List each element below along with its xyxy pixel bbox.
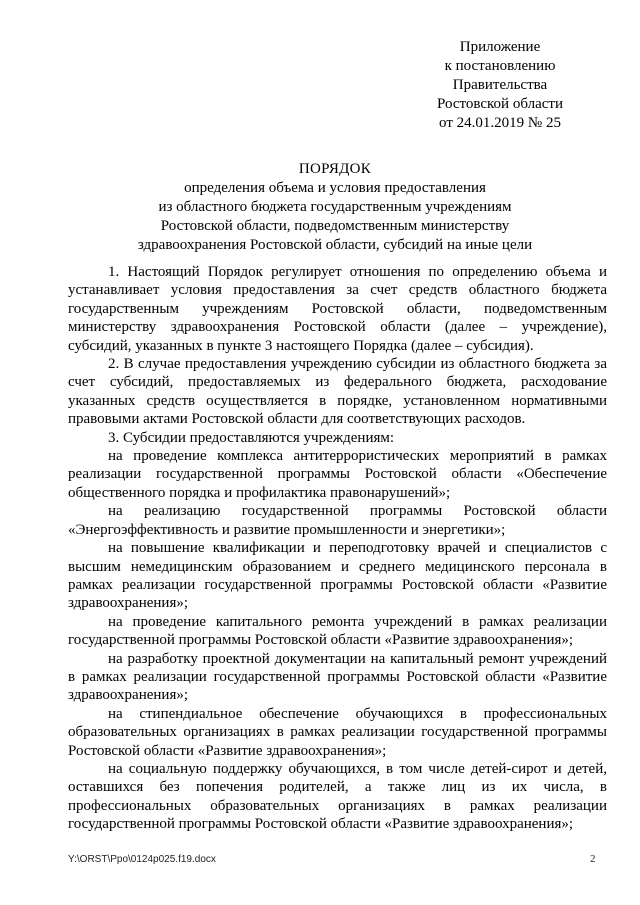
list-item-capital-repair: на проведение капитального ремонта учреждений в рамках реализации государственной программы Ростовской области «Развитие здравоохранения»; — [68, 613, 607, 649]
document-title — [40, 160, 630, 255]
paragraph-1: 1. Настоящий Порядок регулирует отношения по определению объема и устанавливает условия предоставления за счет средств областного бюджета государственным учреждениям Ростовской области, подведомственным министерству здравоохранения Ростовской области (далее – учреждение), субсидий, указанных в пункте 3 настоящего Порядка (далее – субсидия). — [68, 264, 607, 354]
list-item-social-support: на социальную поддержку обучающихся, в том числе детей-сирот и детей, оставшихся без попечения родителей, а также лиц из их числа, в профессиональных образовательных организациях в рамках реализации государственной программы Ростовской области «Развитие здравоохранения»; — [68, 760, 607, 833]
list-item-design-docs: на разработку проектной документации на капитальный ремонт учреждений в рамках реализации государственной программы Ростовской области «Развитие здравоохранения»; — [68, 650, 607, 704]
paragraph-3: 3. Субсидии предоставляются учреждениям: — [108, 429, 395, 446]
appendix-line: Правительства — [452, 77, 548, 93]
list-item-stipend: на стипендиальное обеспечение обучающихся в профессиональных образовательных организациях в рамках реализации государственной программы Ростовской области «Развитие здравоохранения»; — [68, 705, 607, 759]
paragraph-2: 2. В случае предоставления учреждению субсидии из областного бюджета за счет субсидий, предоставляемых из федерального бюджета, расходование указанных средств осуществляется в порядке, установленном нормативными правовыми актами Ростовской области для соответствующих расходов. — [68, 356, 607, 428]
title-heading: ПОРЯДОК — [298, 161, 372, 177]
file-path-footer: Y:\ORST\Ppo\0124p025.f19.docx — [68, 854, 216, 865]
title-line: Ростовской области, подведомственным министерству — [160, 218, 510, 234]
appendix-line: к постановлению — [444, 58, 556, 74]
list-item-qualification: на повышение квалификации и переподготовку врачей и специалистов с высшим немедицинским образованием и среднего медицинского персонала в рамках реализации государственной программы Ростовской области «Развитие здравоохранения»; — [68, 540, 607, 612]
appendix-line: от 24.01.2019 № 25 — [439, 115, 561, 131]
page-number: 2 — [590, 853, 596, 865]
list-item-energy: на реализацию государственной программы Ростовской области «Энергоэффективность и развитие промышленности и энергетики»; — [68, 503, 607, 538]
title-line: определения объема и условия предоставления — [184, 180, 486, 196]
appendix-line: Приложение — [459, 39, 541, 55]
document-body — [68, 263, 607, 834]
title-line: из областного бюджета государственным учреждениям — [158, 199, 512, 215]
appendix-header — [400, 38, 600, 133]
appendix-line: Ростовской области — [437, 96, 563, 112]
list-item-antiterror: на проведение комплекса антитеррористических мероприятий в рамках реализации государственной программы Ростовской области «Обеспечение общественного порядка и профилактика правонарушений»; — [68, 448, 607, 501]
title-line: здравоохранения Ростовской области, субсидий на иные цели — [137, 237, 533, 253]
